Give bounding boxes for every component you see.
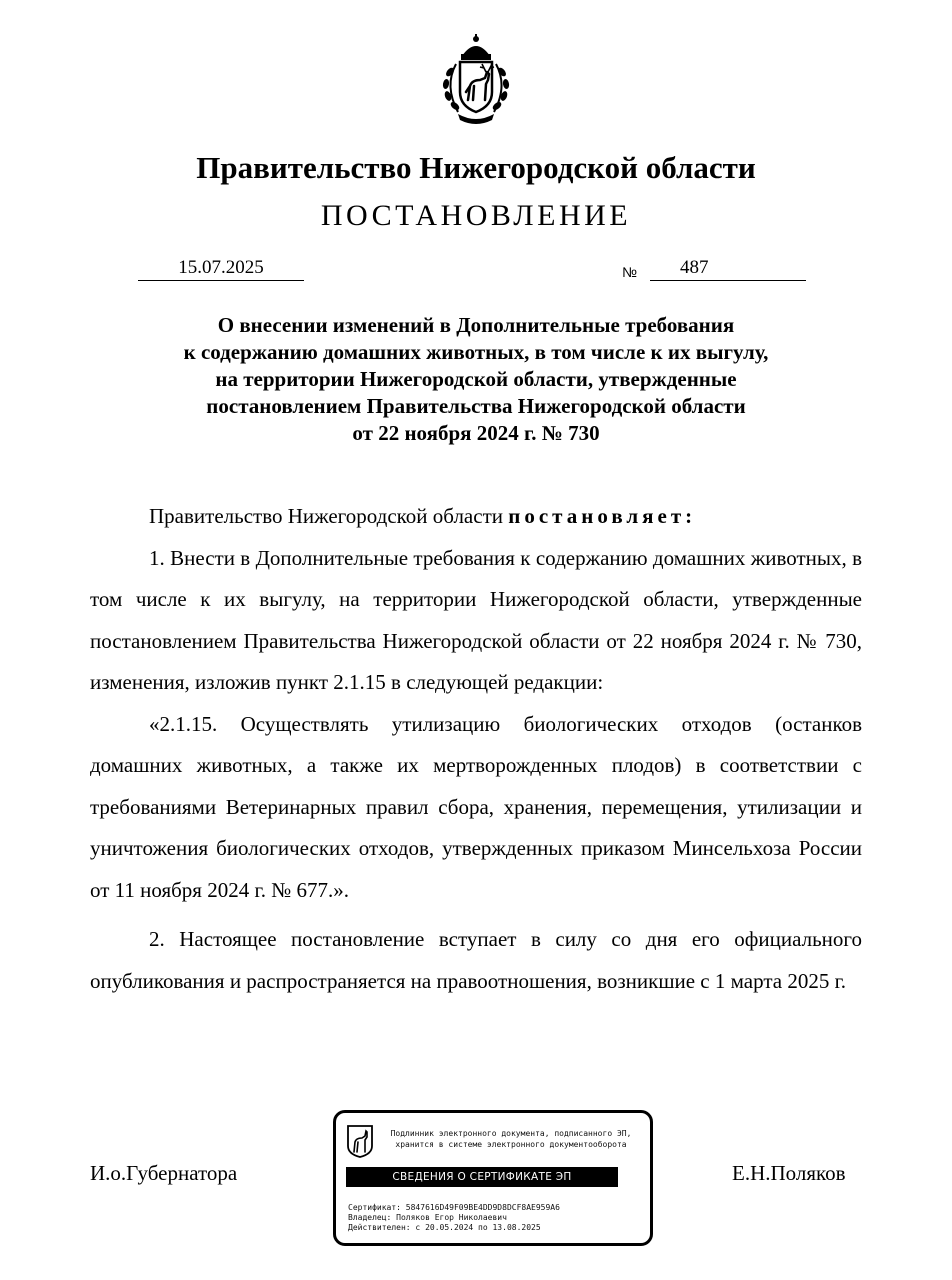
document-body (90, 496, 862, 1002)
subject-line: от 22 ноября 2024 г. № 730 (352, 421, 600, 445)
decree-word: постановляет: (508, 504, 697, 528)
document-subject (100, 312, 852, 447)
preamble-paragraph (90, 496, 862, 538)
signatory-name: Е.Н.Поляков (732, 1161, 846, 1185)
electronic-signature-stamp (333, 1110, 653, 1246)
document-number-field (650, 256, 794, 281)
document-number: 487 (680, 257, 709, 278)
number-underline-tail (794, 257, 806, 281)
stamp-caption-line-2: хранится в системе электронного документооборота (395, 1140, 627, 1149)
signatory-role: И.о.Губернатора (90, 1161, 238, 1185)
document-type-title: ПОСТАНОВЛЕНИЕ (320, 199, 632, 232)
subject-line: постановлением Правительства Нижегородской области (206, 394, 746, 418)
stamp-certificate-header: СВЕДЕНИЯ О СЕРТИФИКАТЕ ЭП (346, 1167, 618, 1187)
item-2-paragraph: 2. Настоящее постановление вступает в силу со дня его официального опубликования и распространяется на правоотношения, возникшие с 1 марта 2025 г. (90, 927, 862, 993)
document-date: 15.07.2025 (138, 256, 304, 281)
number-sign: № (622, 264, 638, 280)
item-1-quote-paragraph: «2.1.15. Осуществлять утилизацию биологических отходов (останков домашних животных, а также их мертворожденных плодов) в соответствии с требованиями Ветеринарных правил сбора, хранения, перемещения, утилизации и уничтожения биологических отходов, утвержденных приказом Минсельхоза России от 11 ноября 2024 г. № 677.». (90, 711, 862, 902)
item-1-paragraph: 1. Внести в Дополнительные требования к содержанию домашних животных, в том числе к их выгулу, на территории Нижегородской области, утвержденные постановлением Правительства Нижегородской области от 22 ноября 2024 г. № 730, изменения, изложив пункт 2.1.15 в следующей редакции: (90, 545, 862, 694)
subject-line: О внесении изменений в Дополнительные требования (217, 313, 735, 337)
stamp-caption-line-1: Подлинник электронного документа, подписанного ЭП, (390, 1129, 632, 1138)
stamp-certificate-validity: Действителен: с 20.05.2024 по 13.08.2025 (348, 1223, 541, 1232)
stamp-certificate-owner: Владелец: Поляков Егор Николаевич (348, 1213, 507, 1222)
preamble-text: Правительство Нижегородской области (149, 504, 503, 528)
subject-line: к содержанию домашних животных, в том числе к их выгулу, (183, 340, 769, 364)
organization-title: Правительство Нижегородской области (196, 150, 756, 185)
coat-of-arms-emblem (430, 34, 522, 126)
stamp-certificate-id: Сертификат: 5847616D49F09BE4DD9D8DCF8AE959A6 (348, 1203, 560, 1212)
stamp-emblem-icon (346, 1124, 374, 1158)
subject-line: на территории Нижегородской области, утвержденные (215, 367, 737, 391)
